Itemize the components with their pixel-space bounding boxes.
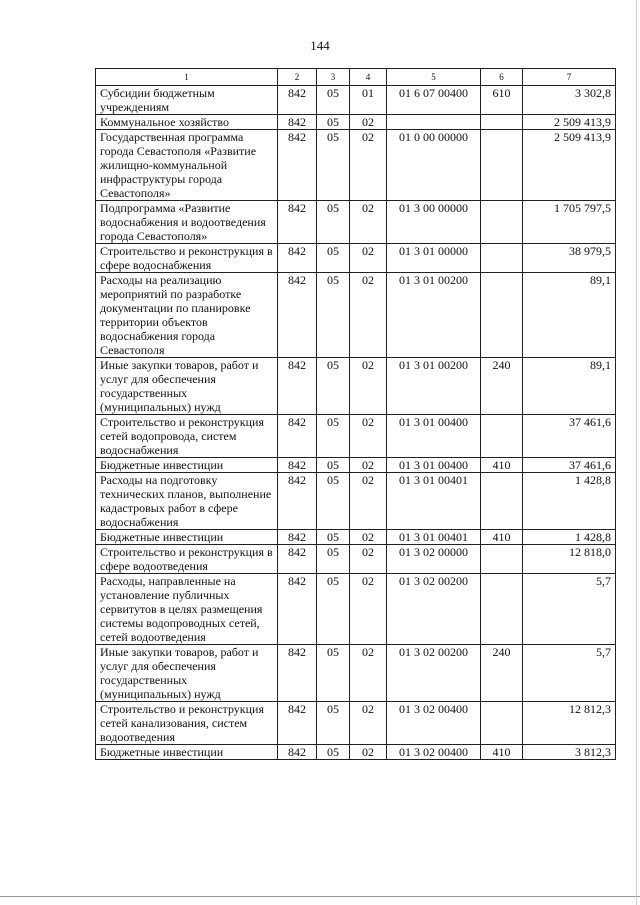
header-cell: 1	[96, 69, 278, 86]
row-section-cell: 05	[317, 201, 350, 244]
row-target-article-cell: 01 3 02 00400	[387, 745, 481, 760]
row-subsection-cell: 02	[350, 745, 387, 760]
row-ministry-code-cell: 842	[278, 415, 317, 458]
row-amount-cell: 1 705 797,5	[523, 201, 616, 244]
row-amount-cell: 5,7	[523, 574, 616, 645]
row-ministry-code-cell: 842	[278, 273, 317, 358]
row-ministry-code-cell: 842	[278, 702, 317, 745]
row-target-article-cell: 01 6 07 00400	[387, 86, 481, 115]
row-subsection-cell: 02	[350, 545, 387, 574]
row-subsection-cell: 02	[350, 273, 387, 358]
row-subsection-cell: 02	[350, 130, 387, 201]
table-row	[96, 244, 616, 273]
row-amount-cell: 37 461,6	[523, 458, 616, 473]
row-section-cell: 05	[317, 458, 350, 473]
row-amount-cell: 2 509 413,9	[523, 115, 616, 130]
row-target-article-cell: 01 3 01 00400	[387, 415, 481, 458]
row-target-article-cell: 01 3 01 00000	[387, 244, 481, 273]
row-target-article-cell: 01 3 02 00200	[387, 574, 481, 645]
row-name-cell: Расходы, направленные на установление публичных сервитутов в целях размещения системы водопроводных сетей, сетей водоотведения	[96, 574, 278, 645]
row-name-cell: Бюджетные инвестиции	[96, 745, 278, 760]
row-section-cell: 05	[317, 473, 350, 530]
scan-edge-line	[0, 896, 640, 897]
table-row	[96, 745, 616, 760]
header-cell: 5	[387, 69, 481, 86]
table-row	[96, 130, 616, 201]
row-target-article-cell: 01 3 01 00401	[387, 530, 481, 545]
row-subsection-cell: 02	[350, 115, 387, 130]
row-expense-type-cell	[481, 130, 523, 201]
row-section-cell: 05	[317, 530, 350, 545]
row-amount-cell: 38 979,5	[523, 244, 616, 273]
row-amount-cell: 3 812,3	[523, 745, 616, 760]
row-amount-cell: 3 302,8	[523, 86, 616, 115]
table-row	[96, 358, 616, 415]
row-target-article-cell: 01 3 01 00400	[387, 458, 481, 473]
row-ministry-code-cell: 842	[278, 574, 317, 645]
header-cell: 3	[317, 69, 350, 86]
table-body	[96, 86, 616, 760]
row-section-cell: 05	[317, 745, 350, 760]
row-amount-cell: 89,1	[523, 273, 616, 358]
row-expense-type-cell	[481, 702, 523, 745]
table-header-row	[96, 69, 616, 86]
row-amount-cell: 1 428,8	[523, 530, 616, 545]
table-row	[96, 115, 616, 130]
row-target-article-cell: 01 0 00 00000	[387, 130, 481, 201]
row-amount-cell: 37 461,6	[523, 415, 616, 458]
header-cell: 2	[278, 69, 317, 86]
row-ministry-code-cell: 842	[278, 458, 317, 473]
row-subsection-cell: 01	[350, 86, 387, 115]
row-name-cell: Коммунальное хозяйство	[96, 115, 278, 130]
row-section-cell: 05	[317, 115, 350, 130]
table-row	[96, 273, 616, 358]
row-name-cell: Субсидии бюджетным учреждениям	[96, 86, 278, 115]
scan-edge-line	[636, 0, 637, 905]
row-subsection-cell: 02	[350, 645, 387, 702]
page-number: 144	[310, 38, 330, 53]
row-section-cell: 05	[317, 130, 350, 201]
row-name-cell: Бюджетные инвестиции	[96, 458, 278, 473]
row-ministry-code-cell: 842	[278, 358, 317, 415]
row-ministry-code-cell: 842	[278, 115, 317, 130]
budget-table	[95, 68, 616, 760]
row-name-cell: Строительство и реконструкция сетей водопровода, систем водоснабжения	[96, 415, 278, 458]
row-section-cell: 05	[317, 574, 350, 645]
row-expense-type-cell	[481, 415, 523, 458]
row-expense-type-cell	[481, 273, 523, 358]
row-expense-type-cell	[481, 545, 523, 574]
table-row	[96, 415, 616, 458]
row-ministry-code-cell: 842	[278, 244, 317, 273]
row-name-cell: Строительство и реконструкция сетей канализования, систем водоотведения	[96, 702, 278, 745]
header-cell: 6	[481, 69, 523, 86]
row-subsection-cell: 02	[350, 458, 387, 473]
row-section-cell: 05	[317, 645, 350, 702]
row-target-article-cell: 01 3 01 00200	[387, 273, 481, 358]
row-subsection-cell: 02	[350, 530, 387, 545]
row-amount-cell: 1 428,8	[523, 473, 616, 530]
row-name-cell: Строительство и реконструкция в сфере водоснабжения	[96, 244, 278, 273]
row-expense-type-cell	[481, 115, 523, 130]
row-expense-type-cell	[481, 473, 523, 530]
header-cell: 7	[523, 69, 616, 86]
row-target-article-cell: 01 3 01 00401	[387, 473, 481, 530]
row-amount-cell: 89,1	[523, 358, 616, 415]
row-subsection-cell: 02	[350, 473, 387, 530]
row-name-cell: Подпрограмма «Развитие водоснабжения и водоотведения города Севастополя»	[96, 201, 278, 244]
row-section-cell: 05	[317, 244, 350, 273]
row-subsection-cell: 02	[350, 415, 387, 458]
table-row	[96, 702, 616, 745]
row-expense-type-cell: 410	[481, 745, 523, 760]
row-subsection-cell: 02	[350, 244, 387, 273]
row-ministry-code-cell: 842	[278, 201, 317, 244]
row-expense-type-cell	[481, 201, 523, 244]
row-section-cell: 05	[317, 358, 350, 415]
row-expense-type-cell: 610	[481, 86, 523, 115]
row-target-article-cell	[387, 115, 481, 130]
header-cell: 4	[350, 69, 387, 86]
row-target-article-cell: 01 3 01 00200	[387, 358, 481, 415]
row-section-cell: 05	[317, 86, 350, 115]
row-target-article-cell: 01 3 00 00000	[387, 201, 481, 244]
row-subsection-cell: 02	[350, 358, 387, 415]
row-name-cell: Строительство и реконструкция в сфере водоотведения	[96, 545, 278, 574]
row-section-cell: 05	[317, 702, 350, 745]
row-ministry-code-cell: 842	[278, 473, 317, 530]
row-ministry-code-cell: 842	[278, 545, 317, 574]
row-ministry-code-cell: 842	[278, 530, 317, 545]
table-row	[96, 458, 616, 473]
row-ministry-code-cell: 842	[278, 86, 317, 115]
row-name-cell: Расходы на подготовку технических планов, выполнение кадастровых работ в сфере водоснабжения	[96, 473, 278, 530]
row-target-article-cell: 01 3 02 00200	[387, 645, 481, 702]
row-section-cell: 05	[317, 273, 350, 358]
row-subsection-cell: 02	[350, 702, 387, 745]
row-name-cell: Иные закупки товаров, работ и услуг для обеспечения государственных (муниципальных) нужд	[96, 645, 278, 702]
table-row	[96, 530, 616, 545]
row-subsection-cell: 02	[350, 201, 387, 244]
table-row	[96, 201, 616, 244]
row-section-cell: 05	[317, 545, 350, 574]
table-row	[96, 86, 616, 115]
row-ministry-code-cell: 842	[278, 130, 317, 201]
row-name-cell: Государственная программа города Севастополя «Развитие жилищно-коммунальной инфраструктуры города Севастополя»	[96, 130, 278, 201]
row-expense-type-cell	[481, 244, 523, 273]
row-section-cell: 05	[317, 415, 350, 458]
row-ministry-code-cell: 842	[278, 745, 317, 760]
row-amount-cell: 12 812,3	[523, 702, 616, 745]
row-expense-type-cell: 240	[481, 645, 523, 702]
row-name-cell: Иные закупки товаров, работ и услуг для обеспечения государственных (муниципальных) нужд	[96, 358, 278, 415]
table-row	[96, 545, 616, 574]
table-row	[96, 473, 616, 530]
row-amount-cell: 12 818,0	[523, 545, 616, 574]
row-ministry-code-cell: 842	[278, 645, 317, 702]
row-amount-cell: 5,7	[523, 645, 616, 702]
row-name-cell: Бюджетные инвестиции	[96, 530, 278, 545]
row-target-article-cell: 01 3 02 00400	[387, 702, 481, 745]
row-name-cell: Расходы на реализацию мероприятий по разработке документации по планировке территории объектов водоснабжения города Севастополя	[96, 273, 278, 358]
row-expense-type-cell: 410	[481, 530, 523, 545]
row-target-article-cell: 01 3 02 00000	[387, 545, 481, 574]
row-expense-type-cell: 240	[481, 358, 523, 415]
row-amount-cell: 2 509 413,9	[523, 130, 616, 201]
row-subsection-cell: 02	[350, 574, 387, 645]
table-row	[96, 574, 616, 645]
row-expense-type-cell: 410	[481, 458, 523, 473]
table-row	[96, 645, 616, 702]
row-expense-type-cell	[481, 574, 523, 645]
